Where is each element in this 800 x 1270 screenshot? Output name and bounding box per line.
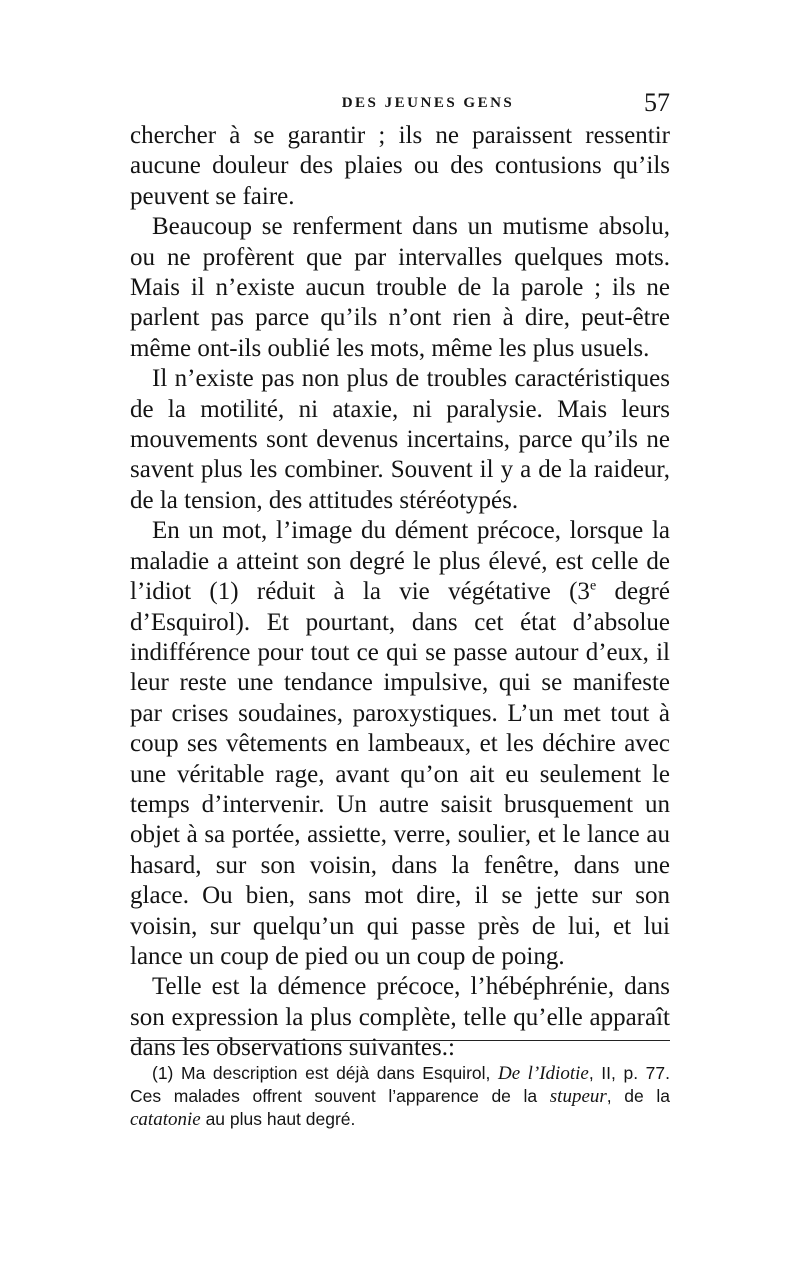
superscript-e: e	[589, 578, 597, 594]
footnote-italic-idiotie: De l’Idiotie	[497, 1063, 589, 1084]
footnote-italic-catatonie: catatonie	[130, 1109, 201, 1130]
footnote	[130, 1062, 670, 1131]
paragraph-4-part-a: En un mot, l’image du dément précoce, lorsque la maladie a atteint son degré le plus élevé, est celle de l’idiot (1) réduit à la vie végétative (3	[130, 517, 670, 606]
paragraph-1: chercher à se garantir ; ils ne paraissent ressentir aucune douleur des plaies ou des contusions qu’ils peuvent se faire.	[130, 122, 670, 210]
paragraph-4	[130, 516, 670, 972]
page-number: 57	[644, 88, 670, 117]
paragraph-2: Beaucoup se renferment dans un mutisme absolu, ou ne profèrent que par intervalles quelques mots. Mais il n’existe aucun trouble de la parole ; ils ne parlent pas parce qu’ils n’ont rien à dire, peut-être même ont-ils oublié les mots, même les plus usuels.	[130, 213, 670, 362]
running-title: DES JEUNES GENS	[341, 95, 515, 111]
paragraph-4-part-b: degré d’Esquirol). Et pourtant, dans cet état d’absolue indifférence pour tout ce qui se passe autour d’eux, il leur reste une tendance impulsive, qui se manifeste par crises soudaines, paroxystiques. L’un met tout à coup ses vêtements en lambeaux, et les déchire avec une véritable rage, avant qu’on ait eu seulement le temps d’intervenir. Un autre saisit brusquement un objet à sa portée, assiette, verre, soulier, et le lance au hasard, sur son voisin, dans la fenêtre, dans une glace. Ou bien, sans mot dire, il se jette sur son voisin, sur quelqu’un qui passe près de lui, et lui lance un coup de pied ou un coup de poing.	[130, 578, 670, 970]
footnote-text-a: (1) Ma description est déjà dans Esquirol,	[152, 1063, 498, 1083]
footnote-text-c: , de la	[606, 1086, 670, 1106]
running-head	[130, 88, 670, 118]
footnote-text-b: , II, p. 77. Ces malades offrent souvent l’apparence de la	[130, 1063, 670, 1106]
body-text	[130, 121, 670, 1064]
footnote-text-d: au plus haut degré.	[200, 1109, 356, 1129]
footnote-italic-stupeur: stupeur	[549, 1086, 607, 1107]
paragraph-3: Il n’existe pas non plus de troubles caractéristiques de la motilité, ni ataxie, ni paralysie. Mais leurs mouvements sont devenus incertains, parce qu’ils ne savent plus les combiner. Souvent il y a de la raideur, de la tension, des attitudes stéréotypés.	[130, 365, 670, 514]
paragraph-5: Telle est la démence précoce, l’hébéphrénie, dans son expression la plus complète, telle qu’elle apparaît dans les observations suivantes.:	[130, 973, 670, 1062]
footnote-rule	[130, 1040, 670, 1041]
